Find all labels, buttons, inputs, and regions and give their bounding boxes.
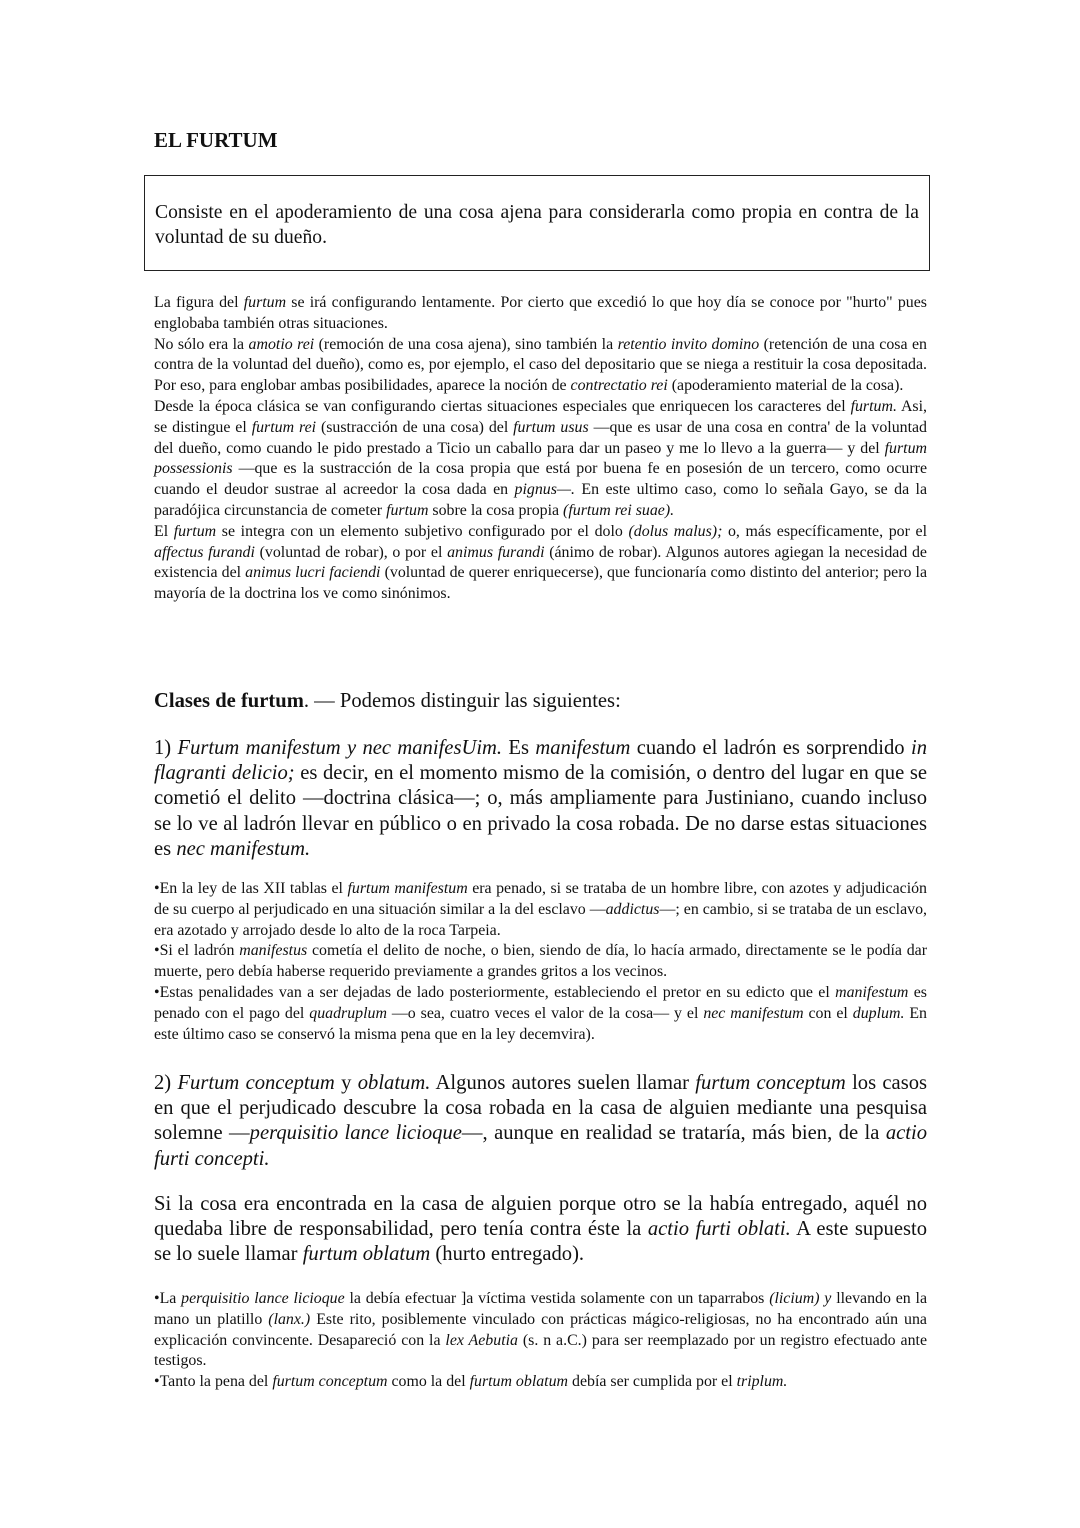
text-run: (sustracción de una cosa) del [316, 418, 514, 436]
text-run: —; en cambio, si se trataba de un esclavo, era azotado y arrojado desde lo alto de la roca Tarpeia. [154, 900, 927, 939]
text-run: la debía efectuar ]a víctima vestida solamente con un taparrabos [344, 1290, 770, 1307]
text-run: . — Podemos distinguir las siguientes: [303, 690, 621, 712]
intro-paragraph [154, 293, 927, 335]
italic-term: perquisitio lance licioque [181, 1290, 345, 1307]
text-run: Desde la época clásica se van configurando ciertas situaciones especiales que enriquecen los caracteres del [154, 397, 851, 415]
italic-term: furtum manifestum [347, 880, 468, 897]
bullets-1 [154, 879, 927, 1045]
text-run: y [334, 1072, 358, 1094]
text-run: A este supuesto se lo suele llamar [154, 1218, 927, 1266]
text-run: (voluntad de robar), o por el [254, 543, 448, 561]
bullets-2 [154, 1289, 927, 1393]
italic-term: actio furti concepti. [154, 1122, 927, 1170]
italic-term: affectus furandi [154, 543, 255, 561]
text-run: Algunos autores suelen llamar [430, 1072, 696, 1094]
italic-term: amotio rei [248, 335, 315, 353]
italic-term: furtum conceptum [272, 1373, 388, 1391]
text-run: sobre la cosa propia [428, 501, 564, 519]
italic-term: quadruplum [309, 1004, 387, 1022]
italic-term: manifestus [239, 942, 308, 960]
clase-2-paragraph [154, 1071, 927, 1172]
italic-term: furtum rei [251, 418, 317, 436]
italic-term: manifestum [535, 737, 631, 759]
intro-section [154, 293, 927, 605]
text-run: —que es la sustracción de la cosa propia que está por buena fe en posesión de un tercero, como ocurre cuando el deudor sustrae al acreedor la cosa dada en [154, 460, 927, 499]
bold-term: Clases de furtum [154, 690, 304, 712]
text-run: cuando el ladrón es sorprendido [630, 737, 911, 759]
italic-term: nec manifestum [703, 1004, 804, 1022]
italic-term: furtum [173, 522, 217, 540]
text-run: La [159, 1290, 182, 1307]
italic-term: manifestum [835, 983, 909, 1001]
text-run: —, aunque en realidad se trataría, más bien, de la [461, 1122, 886, 1145]
text-run: se irá configurando lentamente. Por cierto que excedió lo que hoy día se conoce por "hurto" pues englobaba también otras situaciones. [154, 294, 927, 332]
intro-paragraph [154, 335, 927, 397]
intro-paragraph [154, 522, 927, 605]
italic-term: furtum oblatum [302, 1243, 431, 1266]
bullet-item [154, 941, 927, 983]
text-run: En este ultimo caso, como lo señala Gayo, se da la paradójica circunstancia de cometer [154, 481, 928, 519]
text-run: Si la cosa era encontrada en la casa de alguien porque otro se la había entregado, aquél no quedaba libre de responsabilidad, pero tenía contra éste la [154, 1193, 927, 1241]
text-run: 2) [154, 1072, 178, 1094]
bullet-item [154, 1289, 927, 1372]
text-run: En este último caso se conservó la misma pena que en la ley decemvira). [154, 1004, 928, 1043]
italic-term: Furtum conceptum [177, 1072, 335, 1094]
text-run: Es [502, 737, 536, 759]
italic-term: furtum [386, 501, 429, 519]
italic-term: (furtum rei suae). [563, 501, 675, 519]
text-run: Tanto la pena del [159, 1373, 273, 1391]
text-run: (hurto entregado). [430, 1243, 585, 1266]
italic-term: furtum oblatum [469, 1373, 569, 1391]
italic-term: lex Aebutia [445, 1331, 518, 1349]
bullet-item [154, 1372, 927, 1393]
italic-term: addictus [605, 900, 660, 918]
text-run: (apoderamiento material de la cosa). [667, 377, 904, 395]
text-run: —o sea, cuatro veces el valor de la cosa— y el [386, 1004, 704, 1022]
text-run: El [154, 522, 174, 540]
text-run: La figura del [154, 294, 244, 311]
italic-term: furtum usus [513, 418, 589, 436]
bullet-icon: • [154, 942, 160, 960]
text-run: debía ser cumplida por el [568, 1373, 737, 1391]
bullet-icon: • [154, 880, 160, 897]
italic-term: contrectatio rei [570, 377, 668, 395]
italic-term: triplum. [736, 1373, 788, 1391]
italic-term: (dolus malus); [628, 522, 723, 540]
text-run: o, más específicamente, por el [722, 522, 927, 540]
italic-term: duplum. [852, 1004, 905, 1022]
text-run: Este rito, posiblemente vinculado con prácticas mágico-religiosas, no ha encontrado aún una explicación convincente. Desapareció con la [154, 1310, 927, 1349]
text-run: No sólo era la [154, 335, 249, 353]
text-run: (retención de una cosa en contra de la voluntad del dueño), como es, por ejemplo, el caso del depositario que se niega a restituir la cosa depositada. Por eso, para englobar ambas posibilidades, aparece la noción de [154, 335, 927, 395]
text-run: —que es usar de una cosa en contra' de la voluntad del dueño, como cuando le pido prestado a Ticio un caballo para dar un paseo y me lo llevo a la guerra— y del [154, 418, 928, 457]
italic-term: furtum. [850, 397, 897, 415]
clase-2b-paragraph [154, 1192, 927, 1268]
definition-text: Consiste en el apoderamiento de una cosa ajena para considerarla como propia en contra de la voluntad de su dueño. [155, 202, 919, 248]
text-run: es decir, en el momento mismo de la comisión, o dentro del lugar en que se cometió el delito —doctrina clásica—; o, más ampliamente para Justiniano, cuando incluso se lo ve al ladrón llevar en público o en privado la cosa robada. De no darse estas situaciones es [154, 762, 927, 860]
text-run: cometía el delito de noche, o bien, siendo de día, lo hacía armado, directamente se le podía dar muerte, pero debía haberse requerido previamente a grandes gritos a los vecinos. [154, 942, 927, 981]
intro-paragraph [154, 397, 927, 522]
text-run: (ánimo de robar). Algunos autores agiegan la necesidad de existencia del [154, 543, 927, 582]
bullet-icon: • [154, 1373, 160, 1391]
text-run: (voluntad de querer enriquecerse), que funcionaría como distinto del anterior; pero la mayoría de la doctrina los ve como sinónimos. [154, 564, 927, 603]
text-run: era penado, si se trataba de un hombre libre, con azotes y adjudicación de su cuerpo al perjudicado en una situación similar a la del esclavo — [154, 880, 928, 918]
italic-term: (licium) y [769, 1290, 832, 1307]
italic-term: Furtum manifestum y nec manifesUim. [177, 737, 503, 759]
text-run: es penado con el pago del [154, 983, 927, 1022]
italic-term: perquisitio lance licioque [249, 1122, 462, 1145]
italic-term: actio furti oblati. [647, 1218, 791, 1241]
clase-1-paragraph [154, 736, 927, 862]
italic-term: animus furandi [447, 543, 545, 561]
bullet-icon: • [154, 1290, 160, 1307]
italic-term: in flagranti delicio; [154, 737, 927, 785]
text-run: llevando en la mano un platillo [154, 1290, 928, 1328]
italic-term: (lanx.) [268, 1310, 311, 1328]
italic-term: pignus—. [514, 481, 576, 499]
text-run: 1) [154, 737, 178, 759]
italic-term: oblatum. [357, 1072, 431, 1094]
italic-term: furtum conceptum [695, 1072, 846, 1094]
text-run: En la ley de las XII tablas el [159, 880, 348, 897]
text-run: se integra con un elemento subjetivo configurado por el dolo [216, 522, 629, 540]
italic-term: retentio invito domino [617, 335, 760, 353]
page-title: EL FURTUM [154, 128, 278, 152]
text-run: como la del [387, 1373, 470, 1391]
clases-heading [154, 689, 927, 714]
text-run: (s. n a.C.) para ser reemplazado por un registro efectuado ante testigos. [154, 1331, 927, 1370]
italic-term: furtum possessionis [154, 439, 927, 478]
definition-box [144, 175, 930, 271]
italic-term: animus lucri faciendi [245, 564, 381, 582]
bullet-item [154, 983, 927, 1045]
text-run: con el [803, 1004, 853, 1022]
bullet-icon: • [154, 983, 160, 1001]
text-run: Asi, se distingue el [154, 397, 927, 436]
text-run: los casos en que el perjudicado descubre la cosa robada en la casa de alguien mediante una pesquisa solemne — [154, 1072, 928, 1145]
text-run: Si el ladrón [159, 942, 240, 960]
text-run: (remoción de una cosa ajena), sino también la [314, 335, 618, 353]
text-run: Estas penalidades van a ser dejadas de lado posteriormente, estableciendo el pretor en su edicto que el [159, 983, 836, 1001]
italic-term: furtum [243, 294, 287, 311]
bullet-item [154, 879, 927, 941]
italic-term: nec manifestum. [176, 837, 311, 860]
